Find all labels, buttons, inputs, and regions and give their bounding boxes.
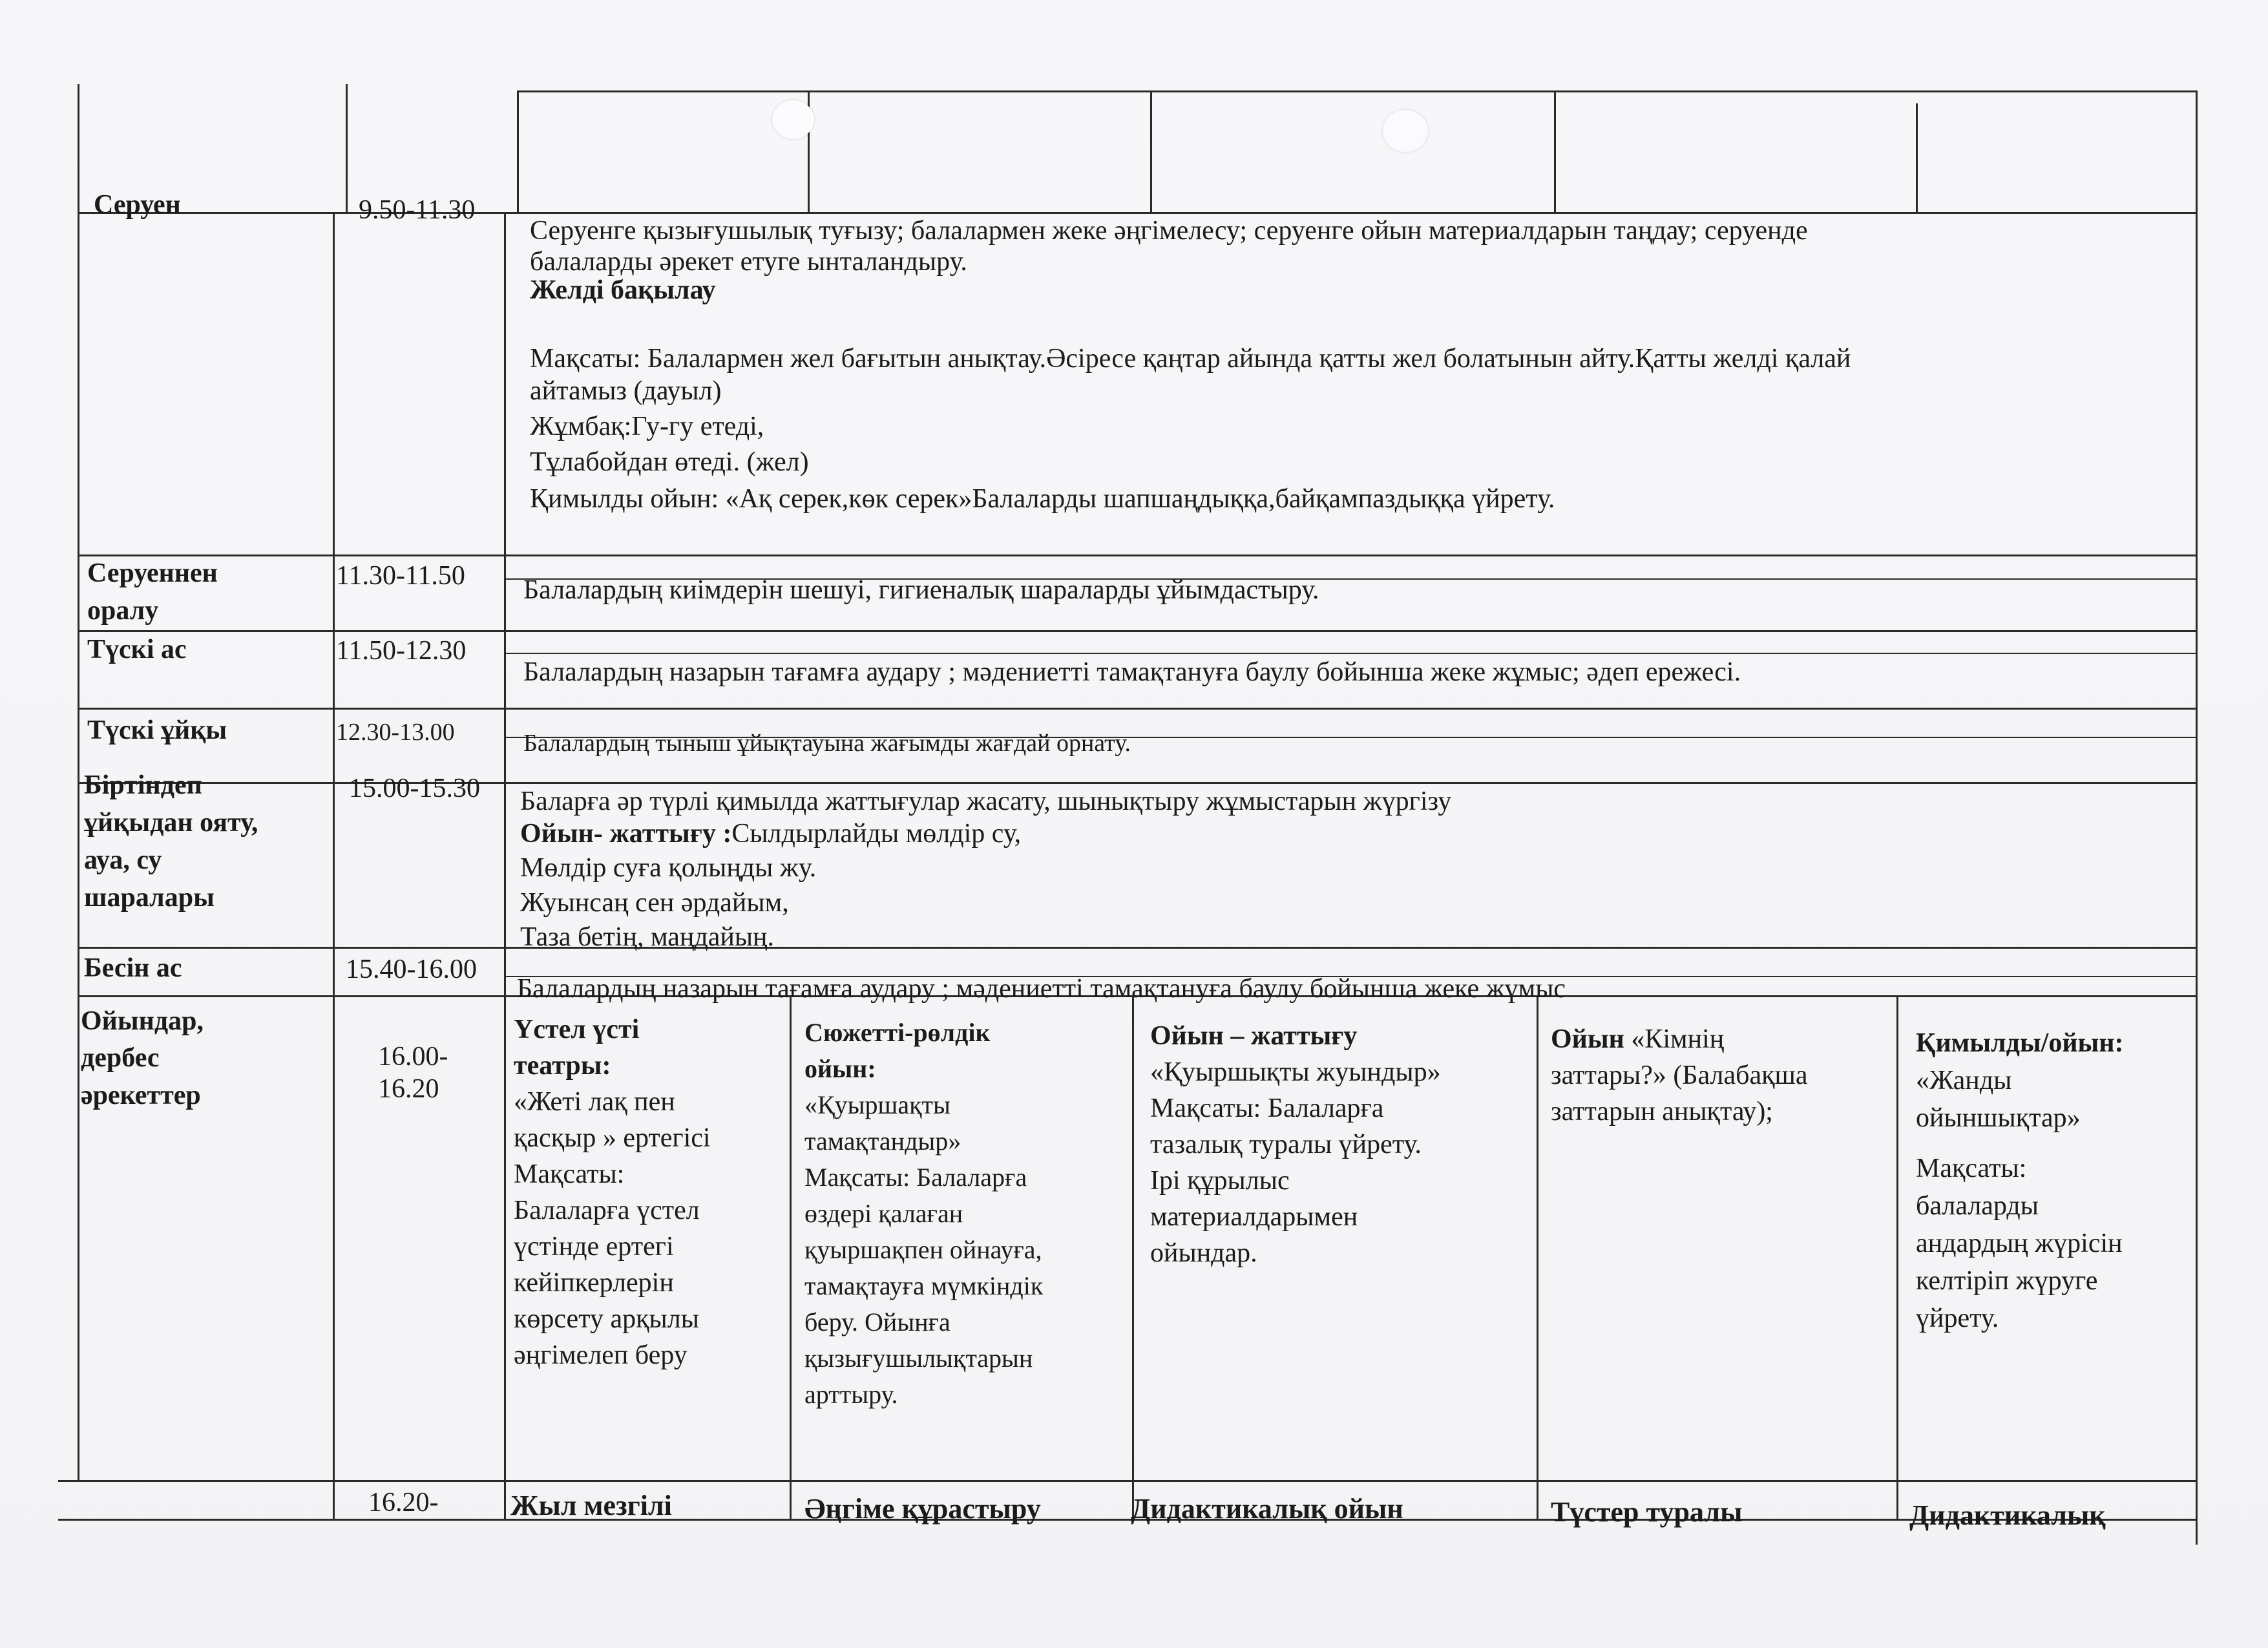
col-line: көрсету арқылы: [514, 1304, 699, 1334]
table-border: [78, 630, 2197, 632]
punch-hole-mark: [1383, 110, 1428, 152]
row-time-snack: 15.40-16.00: [346, 955, 477, 984]
games-col-2: [804, 1015, 1128, 1413]
table-border: [1150, 90, 1152, 213]
col-line: «Қуыршақты: [804, 1090, 950, 1119]
row-label-games: әрекеттер: [81, 1081, 201, 1110]
table-border: [504, 653, 2197, 654]
col-line: Мақсаты: Балаларға: [1150, 1093, 1384, 1123]
col-line: Мақсаты: Балаларға: [804, 1163, 1027, 1192]
table-border: [78, 708, 2197, 710]
wakeup-poem-line: Таза бетің, маңдайың.: [520, 922, 775, 952]
row-label-snack: Бесін ас: [84, 953, 182, 983]
punch-hole-mark: [772, 100, 814, 139]
row-time-lunch: 11.50-12.30: [336, 636, 467, 666]
table-border: [1896, 995, 1898, 1521]
table-border: [58, 1480, 2197, 1482]
table-border: [1537, 995, 1538, 1521]
last-col: Түстер туралы: [1551, 1496, 1743, 1528]
row-label-nap: Түскі ұйқы: [87, 715, 227, 745]
table-border: [517, 90, 519, 213]
col-title: Қимылды/ойын:: [1916, 1028, 2124, 1058]
wakeup-poem-line: Мөлдір суға қолыңды жу.: [520, 853, 817, 883]
row-time-games: 16.20: [378, 1074, 439, 1104]
table-border: [333, 212, 335, 1521]
table-border: [2196, 90, 2198, 1545]
col-line: арттыру.: [804, 1380, 898, 1409]
walk-text-line: Тұлабойдан өтеді. (жел): [530, 447, 809, 477]
row-time-last: 16.20-: [368, 1488, 439, 1517]
col-line: қызығушылықтарын: [804, 1344, 1033, 1373]
wakeup-text: Баларға әр түрлі қимылда жаттығулар жасату, шынықтыру жұмыстарын жүргізу: [520, 787, 1452, 816]
col-line: тазалық туралы үйрету.: [1150, 1130, 1422, 1159]
table-border: [78, 212, 79, 1482]
games-col-4: [1551, 1021, 1893, 1130]
col-line: заттарын анықтау);: [1551, 1097, 1773, 1126]
lunch-text: Балалардың назарын тағамға аудару ; мәдениетті тамақтануға баулу бойынша жеке жұмыс; әдеп ережесі.: [523, 657, 1741, 687]
last-col: Әңгіме құрастыру: [804, 1493, 1041, 1525]
col-line: қуыршақпен ойнауға,: [804, 1235, 1042, 1264]
col-line: үйрету.: [1916, 1304, 1999, 1333]
wakeup-poem-line: Жуынсаң сен әрдайым,: [520, 888, 789, 918]
row-time-walk: 9.50-11.30: [359, 195, 476, 225]
wakeup-game-text: Сылдырлайды мөлдір су,: [731, 819, 1022, 849]
walk-subtitle: Желді бақылау: [530, 275, 716, 305]
table-border: [504, 212, 506, 1521]
row-label-games: Ойындар,: [81, 1006, 204, 1036]
table-border: [1554, 90, 1556, 213]
row-time-wakeup: 15.00-15.30: [349, 774, 480, 803]
return-text: Балалардың киімдерін шешуі, гигиеналық шараларды ұйымдастыру.: [523, 575, 1319, 605]
col-line: келтіріп жүруге: [1916, 1266, 2098, 1296]
row-label-walk: Серуен: [94, 190, 181, 220]
col-line: әңгімелеп беру: [514, 1340, 688, 1370]
wakeup-game: [520, 818, 1021, 850]
table-border: [78, 555, 2197, 556]
col-line: «Жанды: [1916, 1066, 2012, 1095]
col-title: Ойын – жаттығу: [1150, 1021, 1358, 1051]
nap-text: Балалардың тыныш ұйықтауына жағымды жағдай орнату.: [523, 730, 1131, 757]
col-title: Сюжетті-рөлдік: [804, 1018, 991, 1047]
row-label-return: Серуеннен: [87, 558, 218, 588]
col-line: «Қуыршықты жуындыр»: [1150, 1057, 1441, 1087]
walk-text-line: Серуенге қызығушылық туғызу; балалармен жеке әңгімелесу; серуенге ойын материалдарын таңдау; серуенде: [530, 216, 1808, 246]
last-col: Дидактикалық: [1909, 1499, 2106, 1531]
row-time-nap: 12.30-13.00: [336, 719, 455, 746]
row-label-wakeup: Біртіндеп: [84, 770, 202, 800]
col-line: өздері қалаған: [804, 1199, 963, 1228]
col-title-line: [1551, 1021, 1893, 1057]
col-line: үстінде ертегі: [514, 1232, 674, 1262]
col-line: материалдарымен: [1150, 1202, 1358, 1232]
last-col: Дидактикалық ойын: [1131, 1493, 1403, 1525]
col-line: тамақтандыр»: [804, 1126, 961, 1156]
col-line: кейіпкерлерін: [514, 1268, 674, 1298]
col-line: заттары?» (Балабақша: [1551, 1061, 1808, 1090]
col-title: ойын:: [804, 1054, 876, 1083]
walk-text-line: Жұмбақ:Гу-гу етеді,: [530, 412, 764, 441]
walk-text-line: Қимылды ойын: «Ақ серек,көк серек»Балаларды шапшаңдыққа,байқампаздыққа үйрету.: [530, 484, 1555, 514]
col-line: Балаларға үстел: [514, 1196, 700, 1225]
col-line: «Жеті лақ пен: [514, 1087, 675, 1117]
row-label-games: дербес: [81, 1043, 160, 1073]
row-label-wakeup: ұйқыдан ояту,: [84, 808, 258, 838]
col-title: Үстел үсті: [514, 1015, 640, 1044]
col-line: Ірі құрылыс: [1150, 1166, 1290, 1196]
table-border: [346, 84, 348, 213]
col-line: тамақтауға мүмкіндік: [804, 1271, 1044, 1300]
col-line: қасқыр » ертегісі: [514, 1123, 711, 1153]
snack-text: Балалардың назарын тағамға аудару ; мәдениетті тамақтануға баулу бойынша жеке жұмыс: [517, 974, 1566, 1004]
games-col-5: [1916, 1024, 2194, 1337]
col-line: Мақсаты:: [514, 1159, 625, 1189]
table-border: [58, 1519, 2197, 1521]
last-col: Жыл мезгілі: [510, 1490, 672, 1521]
col-line: «Кімнің: [1631, 1024, 1725, 1054]
table-border: [1916, 103, 1918, 213]
row-time-return: 11.30-11.50: [336, 561, 465, 591]
col-line: беру. Ойынға: [804, 1307, 950, 1336]
table-border: [78, 84, 79, 213]
games-col-1: [514, 1011, 785, 1373]
games-col-3: [1150, 1018, 1531, 1271]
row-label-lunch: Түскі ас: [87, 635, 187, 664]
row-label-return: оралу: [87, 596, 159, 626]
walk-text-line: айтамыз (дауыл): [530, 376, 722, 406]
col-line: Мақсаты:: [1916, 1154, 2027, 1183]
table-border: [78, 947, 2197, 949]
col-title: театры:: [514, 1051, 611, 1081]
row-label-wakeup: шаралары: [84, 883, 215, 913]
col-line: балаларды: [1916, 1191, 2039, 1221]
wakeup-game-label: Ойын- жаттығу :: [520, 819, 732, 849]
table-border: [517, 90, 2197, 92]
walk-text-line: Мақсаты: Балалармен жел бағытын анықтау.Әсіресе қаңтар айында қатты жел болатынын айту.Қатты желді қалай: [530, 344, 1851, 374]
col-title: Ойын: [1551, 1024, 1624, 1054]
walk-text-line: балаларды әрекет етуге ынталандыру.: [530, 247, 967, 277]
col-line: андардың жүрісін: [1916, 1229, 2123, 1258]
col-line: ойындар.: [1150, 1238, 1257, 1268]
col-line: ойыншықтар»: [1916, 1103, 2081, 1133]
row-label-wakeup: ауа, су: [84, 845, 162, 875]
table-border: [1132, 995, 1134, 1521]
table-border: [790, 995, 792, 1521]
row-time-games: 16.00-: [378, 1042, 448, 1072]
